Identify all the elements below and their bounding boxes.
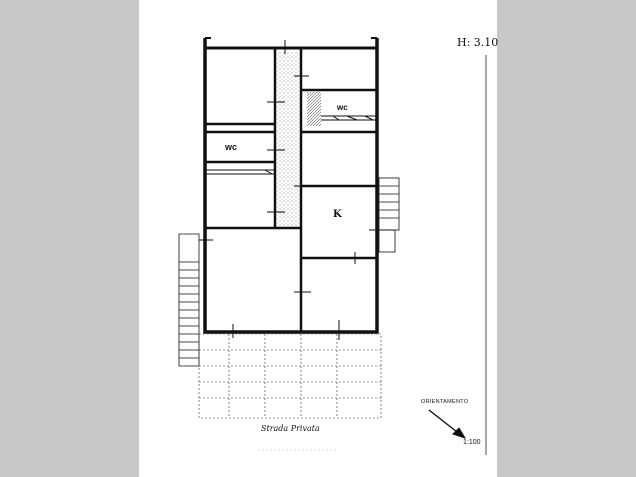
room-label-kitchen: K — [333, 209, 342, 220]
corridor-hatch — [277, 52, 299, 228]
ceiling-height-label: H: 3.10 — [457, 36, 499, 49]
left-stairs — [179, 234, 199, 366]
street-label: Strada Privata — [261, 424, 320, 433]
north-arrow-icon — [429, 410, 465, 438]
room-label-wc-left: wc — [225, 142, 238, 152]
room-label-wc-right: wc — [337, 103, 348, 112]
shaft-hatch — [307, 92, 321, 126]
scale-label: 1:100 — [463, 439, 481, 446]
right-stairs — [379, 178, 399, 252]
floor-plan-drawing — [139, 0, 497, 477]
floor-plan-sheet — [139, 0, 497, 477]
courtyard — [199, 334, 381, 418]
orientation-label: ORIENTAMENTO — [421, 399, 469, 405]
